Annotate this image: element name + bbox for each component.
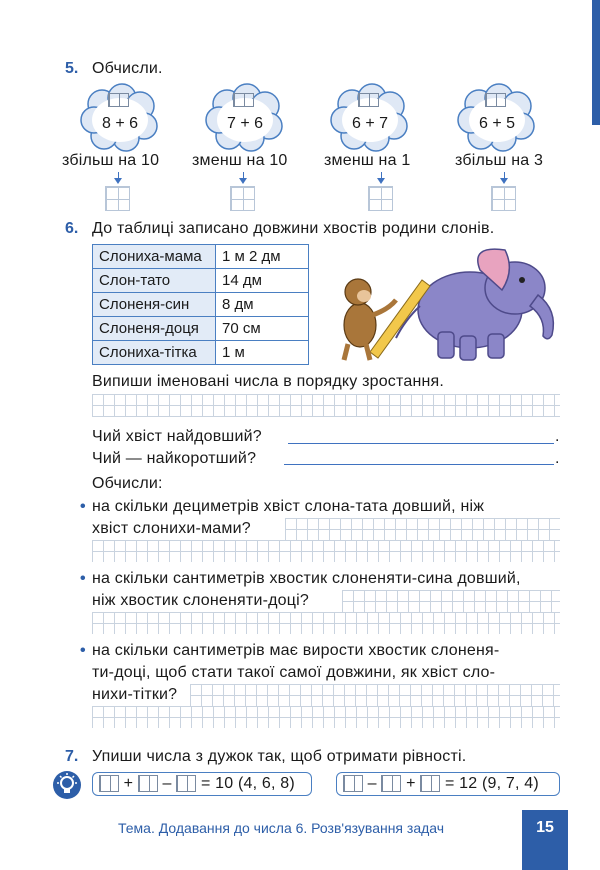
answer-grid[interactable] — [285, 518, 560, 540]
arrow-down-icon — [114, 178, 122, 184]
order-prompt: Випиши іменовані числа в порядку зростання. — [92, 373, 445, 390]
calc-label: Обчисли: — [92, 475, 163, 492]
table-cell-name: Слониха-тітка — [93, 341, 216, 365]
action-3: зменш на 1 — [324, 152, 411, 169]
arrow-down-icon — [239, 178, 247, 184]
answer-grid[interactable] — [230, 186, 255, 211]
q2-line2: ніж хвостик слоненяти-доці? — [92, 592, 309, 609]
answer-cell[interactable] — [108, 93, 129, 107]
task6-number: 6. — [65, 220, 79, 237]
table-row — [93, 317, 309, 341]
table-cell-name: Слон-тато — [93, 269, 216, 293]
dot: . — [555, 450, 560, 467]
action-2: зменш на 10 — [192, 152, 288, 169]
table-row — [93, 293, 309, 317]
answer-grid[interactable] — [92, 394, 560, 417]
action-4: збільш на 3 — [455, 152, 544, 169]
bullet: • — [80, 642, 86, 659]
dot: . — [555, 428, 560, 445]
equation-1 — [92, 772, 312, 796]
q1-line1: на скільки дециметрів хвіст слона-тата довший, ніж — [92, 498, 485, 515]
answer-cell[interactable] — [233, 93, 254, 107]
table-cell-value: 8 дм — [216, 293, 309, 317]
footer-topic: Тема. Додавання до числа 6. Розв'язування задач — [118, 820, 445, 836]
tails-table — [92, 244, 309, 365]
table-cell-name: Слониха-мама — [93, 245, 216, 269]
equation-result: = 10 (4, 6, 8) — [200, 775, 295, 792]
answer-grid[interactable] — [190, 684, 560, 706]
q3-line2: ти-доці, щоб стати такої самої довжини, як хвіст сло- — [92, 664, 496, 681]
table-row — [93, 269, 309, 293]
task5-number: 5. — [65, 60, 79, 77]
answer-line[interactable] — [284, 464, 554, 465]
task7-number: 7. — [65, 748, 79, 765]
answer-cell[interactable] — [420, 775, 440, 792]
q3-line3: нихи-тітки? — [92, 686, 178, 703]
elephant-monkey-illustration — [330, 240, 562, 365]
answer-grid[interactable] — [105, 186, 130, 211]
q3-line1: на скільки сантиметрів має вирости хвостик слоненя- — [92, 642, 500, 659]
task6-title: До таблиці записано довжини хвостів родини слонів. — [92, 220, 495, 237]
answer-line[interactable] — [288, 443, 554, 444]
answer-cell[interactable] — [485, 93, 506, 107]
answer-cell[interactable] — [358, 93, 379, 107]
answer-grid[interactable] — [92, 706, 560, 728]
lightbulb-icon — [52, 770, 82, 800]
table-cell-value: 70 см — [216, 317, 309, 341]
expr-4: 6 + 5 — [478, 115, 516, 132]
longest-question: Чий хвіст найдовший? — [92, 428, 262, 445]
table-cell-value: 1 м — [216, 341, 309, 365]
table-cell-name: Слоненя-син — [93, 293, 216, 317]
op-plus: + — [123, 775, 134, 792]
equation-result: = 12 (9, 7, 4) — [444, 775, 539, 792]
answer-cell[interactable] — [381, 775, 401, 792]
q1-line2: хвіст слонихи-мами? — [92, 520, 251, 537]
expr-1: 8 + 6 — [101, 115, 139, 132]
table-cell-value: 1 м 2 дм — [216, 245, 309, 269]
page-number: 15 — [522, 810, 568, 870]
expr-2: 7 + 6 — [226, 115, 264, 132]
answer-grid[interactable] — [368, 186, 393, 211]
answer-grid[interactable] — [92, 540, 560, 562]
answer-cell[interactable] — [343, 775, 363, 792]
arrow-down-icon — [500, 178, 508, 184]
equation-2 — [336, 772, 560, 796]
answer-grid[interactable] — [491, 186, 516, 211]
expr-3: 6 + 7 — [351, 115, 389, 132]
table-cell-name: Слоненя-доця — [93, 317, 216, 341]
bullet: • — [80, 570, 86, 587]
action-1: збільш на 10 — [62, 152, 160, 169]
shortest-question: Чий — найкоротший? — [92, 450, 257, 467]
arrow-down-icon — [377, 178, 385, 184]
table-row — [93, 341, 309, 365]
op-plus: + — [406, 775, 416, 792]
bullet: • — [80, 498, 86, 515]
op-minus: – — [367, 775, 377, 792]
q2-line1: на скільки сантиметрів хвостик слоненяти-сина довший, — [92, 570, 521, 587]
table-row — [93, 245, 309, 269]
answer-cell[interactable] — [99, 775, 119, 792]
answer-grid[interactable] — [92, 612, 560, 634]
answer-cell[interactable] — [138, 775, 158, 792]
answer-grid[interactable] — [342, 590, 560, 612]
answer-cell[interactable] — [176, 775, 196, 792]
op-minus: – — [162, 775, 172, 792]
table-cell-value: 14 дм — [216, 269, 309, 293]
task7-title: Упиши числа з дужок так, щоб отримати рівності. — [92, 748, 467, 765]
task5-title: Обчисли. — [92, 60, 163, 77]
